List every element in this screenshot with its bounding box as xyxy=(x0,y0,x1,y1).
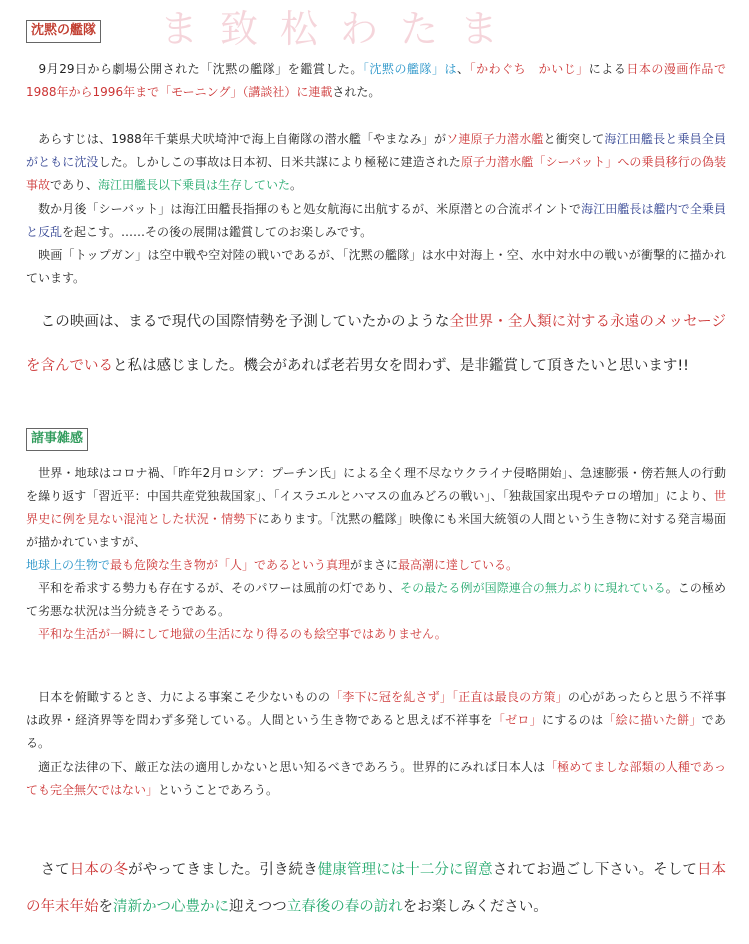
highlighted-text: 世界史に例を見ない混沌とした状況・情勢下 xyxy=(26,489,726,526)
text-run: と私は感じました。機会があれば老若男女を問わず、是非鑑賞して頂きたいと思います!! xyxy=(113,358,689,374)
paragraph-japan xyxy=(26,686,726,755)
highlighted-text: 海江田艦長と乗員全員がともに沈没 xyxy=(26,132,726,169)
highlighted-text: 健康管理には十二分に留意 xyxy=(317,862,493,878)
paragraph-danger xyxy=(26,554,726,577)
highlighted-text: 日本の冬 xyxy=(69,862,129,878)
text-run: 、 xyxy=(457,62,470,76)
highlighted-text: ソ連原子力潜水艦 xyxy=(446,132,544,146)
highlighted-text: 最高潮に達している。 xyxy=(398,558,519,572)
paragraph-law xyxy=(26,756,726,802)
text-run: と衝突して xyxy=(543,132,605,146)
text-run: を起こす。……その後の展開は鑑賞してのお楽しみです。 xyxy=(62,225,373,239)
text-run: ということであろう。 xyxy=(158,783,279,797)
text-run: を xyxy=(98,899,113,915)
highlighted-text: 日本の年末年始 xyxy=(26,862,727,915)
text-run: がまさに xyxy=(350,558,399,572)
highlighted-text: その最たる例が国際連合の無力ぶりに現れている xyxy=(400,581,666,595)
text-run: であり、 xyxy=(50,178,99,192)
highlighted-text: 「かわぐち かいじ」 xyxy=(469,62,589,76)
text-run: である。 xyxy=(26,713,726,750)
text-run: さて xyxy=(26,862,70,878)
highlighted-text: 平和な生活が一瞬にして地獄の生活になり得るのも絵空事ではありません。 xyxy=(26,627,447,641)
text-run: 平和を希求する勢力も存在するが、そのパワーは風前の灯であり、 xyxy=(26,581,401,595)
highlighted-text: 「ゼロ」 xyxy=(492,713,542,727)
highlighted-text: 「沈黙の艦隊」は xyxy=(362,62,458,76)
highlighted-text: 清新かつ心豊かに xyxy=(113,899,229,915)
paragraph-hell xyxy=(26,623,726,646)
text-run: 迎えつつ xyxy=(229,899,287,915)
text-run: 映画「トップガン」は空中戦や空対陸の戦いであるが、「沈黙の艦隊」は水中対海上・空、水中対水中の戦いが衝撃的に描かれています。 xyxy=(26,248,726,285)
text-run: あらすじは、1988年千葉県犬吠埼沖で海上自衛隊の潜水艦「やまなみ」が xyxy=(26,132,447,146)
paragraph-intro xyxy=(26,58,726,104)
highlighted-text: 最も危険な生き物が「人」であるという真理 xyxy=(110,558,351,572)
paragraph-synopsis xyxy=(26,128,726,197)
text-run: 。 xyxy=(290,178,303,192)
paragraph-topgun xyxy=(26,244,726,290)
paragraph-winter xyxy=(26,852,726,926)
paragraph-synopsis-2 xyxy=(26,198,726,244)
paragraph-peace xyxy=(26,577,726,623)
paragraph-world xyxy=(26,462,726,554)
highlighted-text: 日本の漫画作品で1988年から1996年まで「モーニング」（講談社）に連載 xyxy=(26,62,726,99)
highlighted-text: 立春後の春の訪れ xyxy=(286,899,403,915)
text-run: されてお過ごし下さい。そして xyxy=(492,862,697,878)
watermark: ま致松わたま xyxy=(160,7,521,51)
highlighted-text: 地球上の生物で xyxy=(26,558,111,572)
text-run: 数か月後「シーバット」は海江田艦長指揮のもと処女航海に出航するが、米原潜との合流ポイントで xyxy=(26,202,582,216)
highlighted-text: 「極めてましな部類の人種であっても完全無欠ではない」 xyxy=(26,760,726,797)
text-run: 世界・地球はコロナ禍、「昨年2月ロシア：プーチン氏」による全く理不尽なウクライナ侵略開始」、急速膨張・傍若無人の行動を繰り返す「習近平：中国共産党独裁国家」、「イスラエルとハマスの血みどろの戦い」、「独裁国家出現やテロの増加」により、 xyxy=(26,466,726,503)
text-run: による xyxy=(588,62,627,76)
text-run: にするのは xyxy=(541,713,604,727)
section-heading-shoji-zakkan: 諸事雑感 xyxy=(26,428,88,451)
highlighted-text: 海江田艦長は艦内で全乗員と反乱 xyxy=(26,202,726,239)
text-run: 適正な法律の下、厳正な法の適用しかないと思い知るべきであろう。世界的にみれば日本人は xyxy=(26,760,546,774)
text-run: をお楽しみください。 xyxy=(402,899,548,915)
text-run: した。しかしこの事故は日本初、日米共謀により極秘に建造された xyxy=(98,155,461,169)
text-run: 9月29日から劇場公開された「沈黙の艦隊」を鑑賞した。 xyxy=(26,62,363,76)
highlighted-text: 原子力潜水艦「シーバット」への乗員移行の偽装事故 xyxy=(26,155,726,192)
text-run: の心があったらと思う不祥事は政界・経済界等を問わず多発している。人間という生き物であると思えば不祥事を xyxy=(26,690,726,727)
text-run: がやってきました。引き続き xyxy=(128,862,318,878)
text-run: にあります。「沈黙の艦隊」映像にも米国大統領の人間という生き物に対する発言場面が描かれていますが、 xyxy=(26,512,726,549)
text-run: された。 xyxy=(332,85,381,99)
highlighted-text: 「絵に描いた餅」 xyxy=(603,713,702,727)
text-run: 。この極めて劣悪な状況は当分続きそうである。 xyxy=(26,581,726,618)
text-run: 日本を俯瞰するとき、力による事案こそ少ないものの xyxy=(26,690,331,704)
paragraph-impression xyxy=(26,300,726,388)
section-heading-chinmoku: 沈黙の艦隊 xyxy=(26,20,101,43)
highlighted-text: 海江田艦長以下乗員は生存していた xyxy=(98,178,291,192)
highlighted-text: 全世界・全人類に対する永遠のメッセージを含んでいる xyxy=(26,314,726,374)
text-run: この映画は、まるで現代の国際情勢を予測していたかのような xyxy=(26,314,450,330)
highlighted-text: 「李下に冠を糺さず」「正直は最良の方策」 xyxy=(330,690,568,704)
